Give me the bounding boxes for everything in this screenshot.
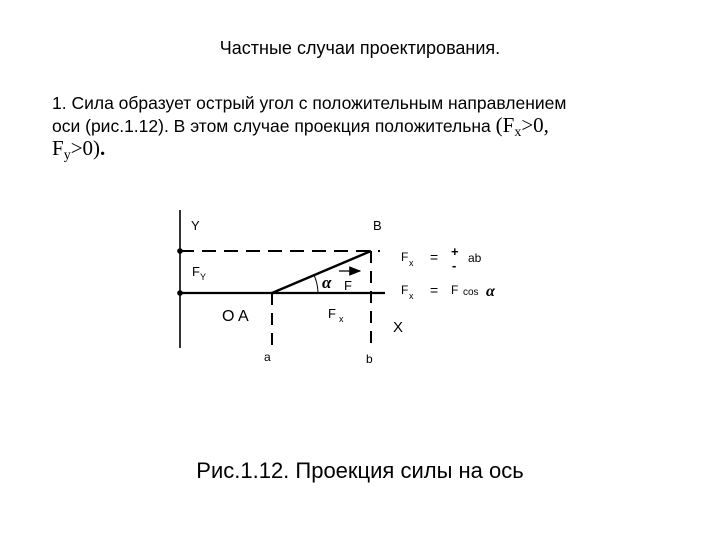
svg-text:x: x <box>409 258 414 268</box>
y-axis-dot-bottom <box>177 290 183 296</box>
projection-b-label: b <box>366 352 373 366</box>
svg-text:F: F <box>451 283 459 297</box>
formula-fx-plus-minus-ab <box>401 244 482 273</box>
svg-text:cos: cos <box>463 287 479 298</box>
paragraph-line-3: $F_y>0$). <box>52 136 106 163</box>
paragraph-line-2-text: оси (рис.1.12). В этом случае проекция положительна <box>52 116 491 136</box>
svg-text:F: F <box>401 283 409 297</box>
paragraph-line-1: 1. Сила образует острый угол с положительным направлением <box>52 93 567 113</box>
angle-arc <box>314 275 318 293</box>
fy-label: $F_Y$ <box>192 264 206 282</box>
projection-a-label: a <box>264 350 271 364</box>
origin-label: O A <box>222 308 249 325</box>
slide-title: Частные случаи проектирования. <box>219 38 501 58</box>
svg-text:+: + <box>451 244 459 259</box>
y-axis-dot-top <box>177 248 183 254</box>
alpha-label: α <box>322 273 332 292</box>
point-b-label: B <box>373 218 382 233</box>
fx-label: F $_x$ <box>328 306 344 324</box>
formula-fx-equals-f-cos-alpha <box>401 282 496 301</box>
svg-text:ab: ab <box>468 251 482 265</box>
figure-caption: Рис.1.12. Проекция силы на ось <box>196 458 524 483</box>
svg-text:x: x <box>409 291 414 301</box>
y-axis-label: Y <box>191 218 200 233</box>
svg-text:=: = <box>430 249 439 265</box>
x-axis-label: X <box>393 319 404 336</box>
projection-condition: ($F_x>0$, <box>495 113 549 140</box>
svg-text:F: F <box>401 250 409 264</box>
force-label: F <box>344 278 352 293</box>
svg-text:=: = <box>430 282 439 298</box>
svg-text:-: - <box>452 258 457 273</box>
svg-text:α: α <box>486 283 495 300</box>
